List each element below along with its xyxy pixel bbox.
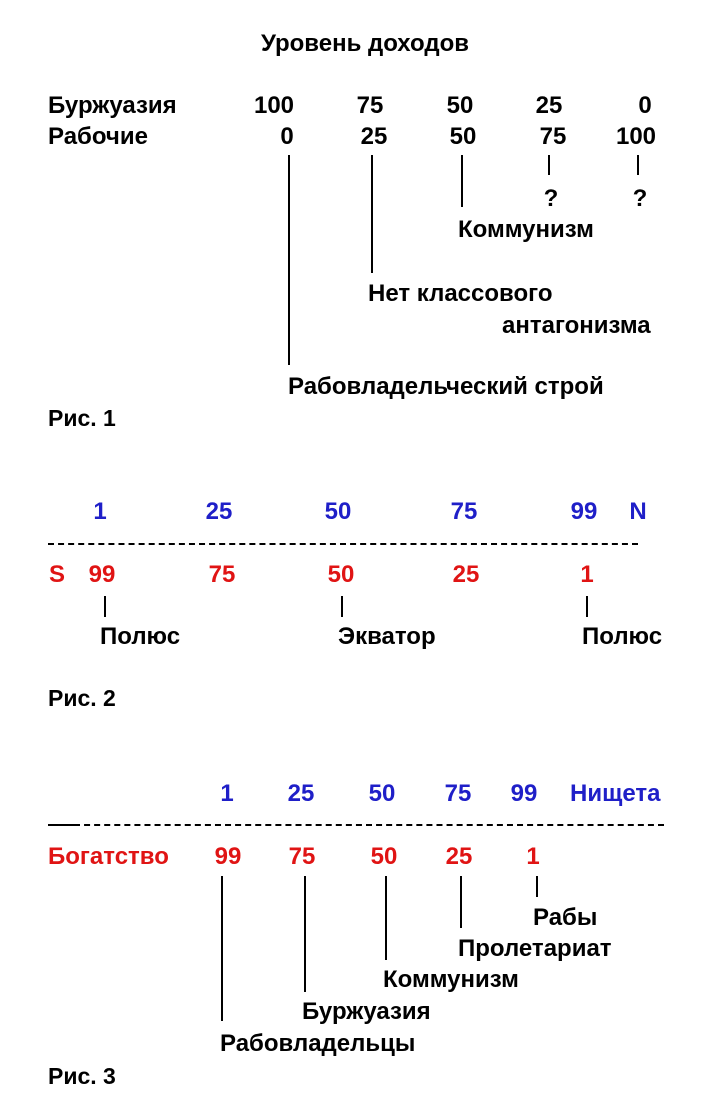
fig3-slaveholders-label: Рабовладельцы bbox=[220, 1030, 416, 1057]
fig2-bottom-value: 50 bbox=[327, 561, 355, 588]
fig1-bourgeoisie-value: 50 bbox=[446, 92, 474, 119]
fig1-bourgeoisie-value: 0 bbox=[638, 92, 652, 119]
fig3-wealth-label: Богатство bbox=[48, 843, 169, 870]
fig2-top-value: 75 bbox=[450, 498, 478, 525]
fig2-top-value: 25 bbox=[205, 498, 233, 525]
fig3-top-value: 25 bbox=[287, 780, 315, 807]
fig2-caption: Рис. 2 bbox=[48, 685, 116, 711]
fig1-pointer-line-slave-system bbox=[288, 155, 290, 365]
fig3-top-value: 75 bbox=[444, 780, 472, 807]
fig3-pointer-line-bourgeoisie bbox=[304, 876, 306, 992]
fig1-slave-system-label: Рабовладельческий строй bbox=[288, 373, 604, 400]
fig1-pointer-line-communism bbox=[461, 155, 463, 207]
fig3-bottom-value: 1 bbox=[526, 843, 540, 870]
fig3-communism-label: Коммунизм bbox=[383, 966, 519, 993]
fig1-worker-value: 75 bbox=[539, 123, 567, 150]
fig1-pointer-line-q1 bbox=[548, 155, 550, 175]
fig1-worker-value: 50 bbox=[449, 123, 477, 150]
fig1-title: Уровень доходов bbox=[260, 30, 470, 57]
fig1-question-mark: ? bbox=[543, 185, 559, 212]
fig2-pointer-line-left-pole bbox=[104, 596, 106, 617]
fig2-bottom-value: 1 bbox=[580, 561, 594, 588]
fig3-proletariat-label: Пролетариат bbox=[458, 935, 612, 962]
fig1-caption: Рис. 1 bbox=[48, 405, 116, 431]
fig2-top-value: 50 bbox=[324, 498, 352, 525]
fig3-slaves-label: Рабы bbox=[533, 904, 598, 931]
fig2-north-label: N bbox=[629, 498, 647, 525]
fig1-row-label-bourgeoisie: Буржуазия bbox=[48, 92, 177, 119]
fig1-no-class-label-line1: Нет классового bbox=[368, 280, 553, 307]
fig2-top-value: 1 bbox=[93, 498, 107, 525]
fig3-bottom-value: 99 bbox=[214, 843, 242, 870]
fig2-pointer-line-equator bbox=[341, 596, 343, 617]
fig2-bottom-value: 99 bbox=[88, 561, 116, 588]
fig3-top-value: 99 bbox=[510, 780, 538, 807]
fig3-axis-line bbox=[74, 824, 664, 826]
fig2-right-pole-label: Полюс bbox=[582, 623, 663, 650]
fig1-bourgeoisie-value: 75 bbox=[356, 92, 384, 119]
fig1-worker-value: 25 bbox=[360, 123, 388, 150]
fig2-equator-label: Экватор bbox=[338, 623, 436, 650]
fig2-left-pole-label: Полюс bbox=[100, 623, 181, 650]
fig1-no-class-label-line2: антагонизма bbox=[502, 312, 651, 339]
fig1-pointer-line-no-antagonism bbox=[371, 155, 373, 273]
fig2-top-value: 99 bbox=[570, 498, 598, 525]
fig2-pointer-line-right-pole bbox=[586, 596, 588, 617]
fig1-worker-value: 0 bbox=[280, 123, 294, 150]
fig3-bottom-value: 75 bbox=[288, 843, 316, 870]
fig1-bourgeoisie-value: 25 bbox=[535, 92, 563, 119]
fig3-pointer-line-slaveholders bbox=[221, 876, 223, 1021]
fig3-bottom-value: 50 bbox=[370, 843, 398, 870]
fig3-axis-dash bbox=[48, 824, 74, 826]
fig3-poverty-label: Нищета bbox=[570, 780, 661, 807]
fig1-communism-label: Коммунизм bbox=[458, 216, 594, 243]
fig2-bottom-value: 25 bbox=[452, 561, 480, 588]
fig3-bottom-value: 25 bbox=[445, 843, 473, 870]
fig2-south-label: S bbox=[48, 561, 66, 588]
fig3-top-value: 50 bbox=[368, 780, 396, 807]
fig1-pointer-line-q2 bbox=[637, 155, 639, 175]
fig3-top-value: 1 bbox=[220, 780, 234, 807]
fig2-axis-line bbox=[48, 543, 638, 545]
fig3-pointer-line-slaves bbox=[536, 876, 538, 897]
fig3-pointer-line-proletariat bbox=[460, 876, 462, 928]
fig1-question-mark: ? bbox=[632, 185, 648, 212]
fig2-bottom-value: 75 bbox=[208, 561, 236, 588]
fig1-bourgeoisie-value: 100 bbox=[253, 92, 295, 119]
fig3-bourgeoisie-label: Буржуазия bbox=[302, 998, 431, 1025]
fig1-row-label-workers: Рабочие bbox=[48, 123, 148, 150]
fig3-caption: Рис. 3 bbox=[48, 1063, 116, 1089]
fig1-worker-value: 100 bbox=[615, 123, 657, 150]
fig3-pointer-line-communism bbox=[385, 876, 387, 960]
